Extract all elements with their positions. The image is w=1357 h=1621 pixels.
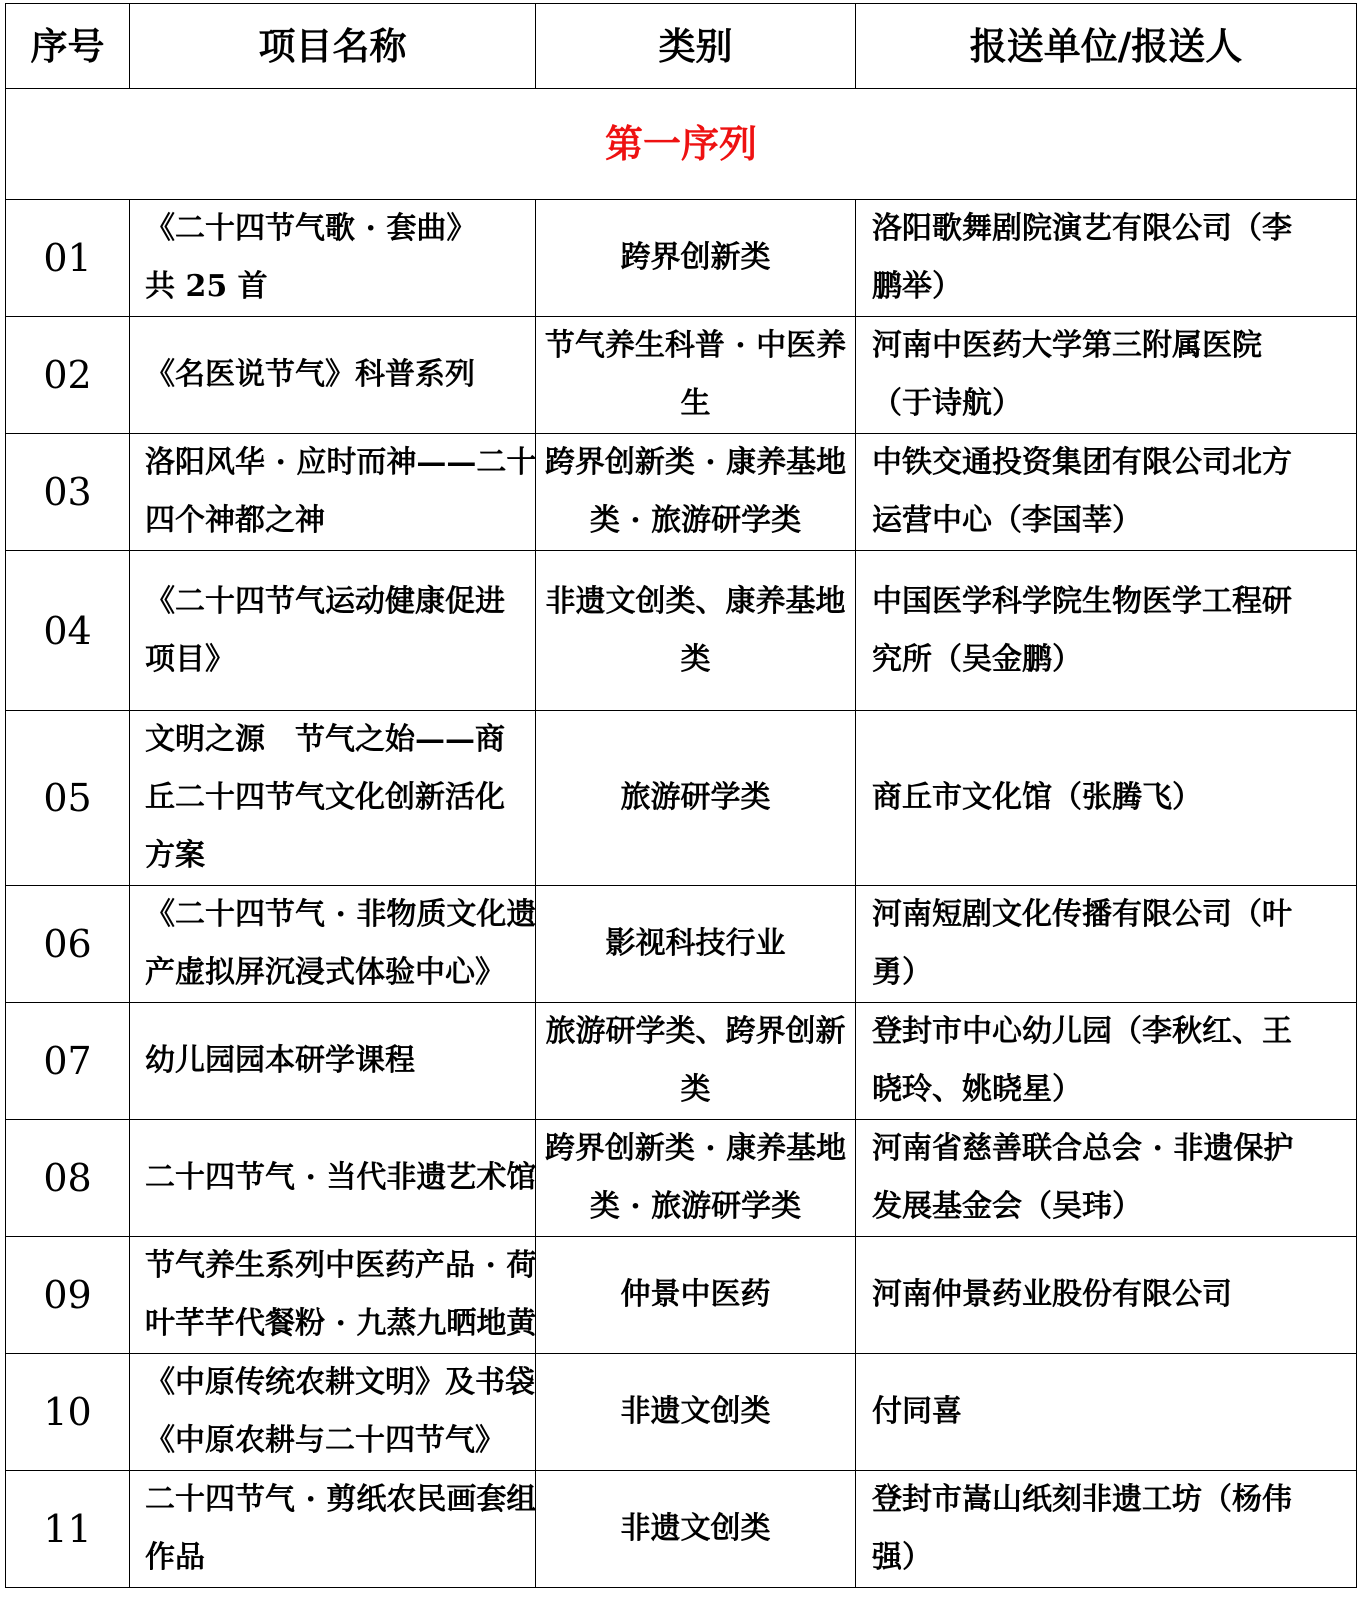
submitting-unit-line: 登封市中心幼儿园（李秋红、王 [872, 1014, 1292, 1049]
project-category-line: 类 [680, 641, 711, 677]
project-category-line: 非遗文创类、康养基地 [545, 583, 846, 619]
submitting-unit [856, 1120, 1357, 1237]
header-category: 类别 [536, 4, 856, 89]
project-category [536, 200, 856, 317]
project-name-line: 文明之源 节气之始——商 [145, 722, 505, 757]
project-category [536, 1471, 856, 1588]
row-number: 01 [6, 200, 130, 317]
project-name-line: 《中原传统农耕文明》及书袋 [145, 1365, 535, 1400]
submitting-unit [856, 1003, 1357, 1120]
project-category-line: 旅游研学类、跨界创新 [545, 1014, 846, 1049]
row-number: 02 [6, 317, 130, 434]
project-category-line: 类 [680, 1072, 711, 1107]
project-name-line: 洛阳风华 · 应时而神——二十 [145, 445, 537, 480]
project-category-line: 类 · 旅游研学类 [589, 503, 802, 538]
project-category [536, 434, 856, 551]
row-number: 07 [6, 1003, 130, 1120]
project-name [130, 200, 536, 317]
project-name-line: 《名医说节气》科普系列 [145, 357, 475, 392]
header-row [6, 4, 1357, 89]
table-row [6, 1120, 1357, 1237]
submitting-unit [856, 317, 1357, 434]
project-name-line: 共 25 首 [145, 269, 268, 304]
project-table [5, 3, 1357, 1588]
header-name: 项目名称 [130, 4, 536, 89]
table-body [6, 89, 1357, 1588]
project-name-line: 幼儿园园本研学课程 [145, 1043, 415, 1078]
project-name-line: 方案 [145, 838, 205, 873]
project-name [130, 886, 536, 1003]
project-name-line: 《二十四节气运动健康促进 [145, 583, 505, 619]
submitting-unit [856, 200, 1357, 317]
project-category-line: 生 [680, 386, 711, 421]
section-row [6, 89, 1357, 200]
project-name [130, 434, 536, 551]
submitting-unit-line: 商丘市文化馆（张腾飞） [872, 780, 1202, 815]
project-category-line: 节气养生科普 · 中医养 [544, 328, 847, 363]
project-name [130, 1120, 536, 1237]
submitting-unit-line: 发展基金会（吴玮） [872, 1189, 1142, 1224]
submitting-unit-line: 强） [872, 1540, 932, 1575]
submitting-unit-line: 付同喜 [872, 1394, 962, 1429]
project-name-line: 《二十四节气 · 非物质文化遗 [145, 897, 537, 932]
project-category-line: 类 · 旅游研学类 [589, 1189, 802, 1224]
project-category [536, 551, 856, 711]
submitting-unit-line: 洛阳歌舞剧院演艺有限公司（李 [872, 211, 1292, 246]
submitting-unit-line: 河南短剧文化传播有限公司（叶 [872, 897, 1292, 932]
table-row [6, 434, 1357, 551]
project-category [536, 886, 856, 1003]
table-row [6, 1471, 1357, 1588]
table-row [6, 200, 1357, 317]
section-cell [6, 89, 1357, 200]
project-name-line: 《二十四节气歌 · 套曲》 [145, 211, 477, 246]
table-row [6, 1354, 1357, 1471]
project-category-line: 跨界创新类 [620, 240, 771, 275]
project-name [130, 1003, 536, 1120]
project-name [130, 1471, 536, 1588]
project-name-line: 产虚拟屏沉浸式体验中心》 [145, 955, 505, 990]
submitting-unit [856, 886, 1357, 1003]
project-name-line: 叶芊芊代餐粉 · 九蒸九晒地黄 [145, 1306, 537, 1341]
submitting-unit [856, 1354, 1357, 1471]
project-name [130, 317, 536, 434]
row-number: 11 [6, 1471, 130, 1588]
header-unit: 报送单位/报送人 [856, 4, 1357, 89]
row-number: 08 [6, 1120, 130, 1237]
project-category [536, 1120, 856, 1237]
row-number: 06 [6, 886, 130, 1003]
submitting-unit-line: 勇） [872, 955, 932, 990]
submitting-unit-line: 中铁交通投资集团有限公司北方 [872, 445, 1292, 480]
submitting-unit [856, 1471, 1357, 1588]
project-name-line: 节气养生系列中医药产品 · 荷 [145, 1248, 537, 1283]
table-row [6, 711, 1357, 886]
section-title: 第一序列 [604, 121, 757, 166]
submitting-unit-line: 究所（吴金鹏） [872, 641, 1082, 677]
project-name [130, 711, 536, 886]
row-number: 03 [6, 434, 130, 551]
project-category-line: 仲景中医药 [620, 1277, 771, 1312]
project-name-line: 二十四节气 · 剪纸农民画套组 [145, 1482, 537, 1517]
submitting-unit-line: 运营中心（李国莘） [872, 503, 1142, 538]
project-name-line: 《中原农耕与二十四节气》 [145, 1423, 505, 1458]
submitting-unit-line: 河南中医药大学第三附属医院 [872, 328, 1262, 363]
submitting-unit-line: 鹏举） [872, 269, 962, 304]
submitting-unit-line: 中国医学科学院生物医学工程研 [872, 583, 1292, 619]
project-name-line: 丘二十四节气文化创新活化 [145, 780, 505, 815]
project-category [536, 1354, 856, 1471]
project-name [130, 1354, 536, 1471]
project-category-line: 非遗文创类 [620, 1394, 771, 1429]
table-row [6, 886, 1357, 1003]
submitting-unit [856, 1237, 1357, 1354]
submitting-unit [856, 711, 1357, 886]
project-category-line: 影视科技行业 [605, 926, 786, 961]
table-row [6, 551, 1357, 711]
project-name [130, 551, 536, 711]
project-category-line: 跨界创新类 · 康养基地 [544, 445, 847, 480]
header-no: 序号 [6, 4, 130, 89]
row-number: 09 [6, 1237, 130, 1354]
submitting-unit [856, 551, 1357, 711]
project-name-line: 二十四节气 · 当代非遗艺术馆 [145, 1160, 537, 1195]
project-name-line: 项目》 [145, 641, 235, 677]
project-category-line: 旅游研学类 [620, 780, 771, 815]
submitting-unit-line: 河南仲景药业股份有限公司 [872, 1277, 1232, 1312]
project-name-line: 四个神都之神 [145, 503, 325, 538]
project-category [536, 711, 856, 886]
row-number: 04 [6, 551, 130, 711]
submitting-unit-line: 河南省慈善联合总会 · 非遗保护 [872, 1131, 1294, 1166]
row-number: 10 [6, 1354, 130, 1471]
project-category [536, 1003, 856, 1120]
table-row [6, 317, 1357, 434]
submitting-unit-line: 晓玲、姚晓星） [872, 1072, 1082, 1107]
table-row [6, 1003, 1357, 1120]
project-name [130, 1237, 536, 1354]
project-category [536, 317, 856, 434]
project-category-line: 非遗文创类 [620, 1511, 771, 1546]
table-row [6, 1237, 1357, 1354]
project-category-line: 跨界创新类 · 康养基地 [544, 1131, 847, 1166]
submitting-unit [856, 434, 1357, 551]
submitting-unit-line: （于诗航） [872, 386, 1022, 421]
submitting-unit-line: 登封市嵩山纸刻非遗工坊（杨伟 [872, 1482, 1292, 1517]
project-name-line: 作品 [145, 1540, 205, 1575]
project-category [536, 1237, 856, 1354]
row-number: 05 [6, 711, 130, 886]
